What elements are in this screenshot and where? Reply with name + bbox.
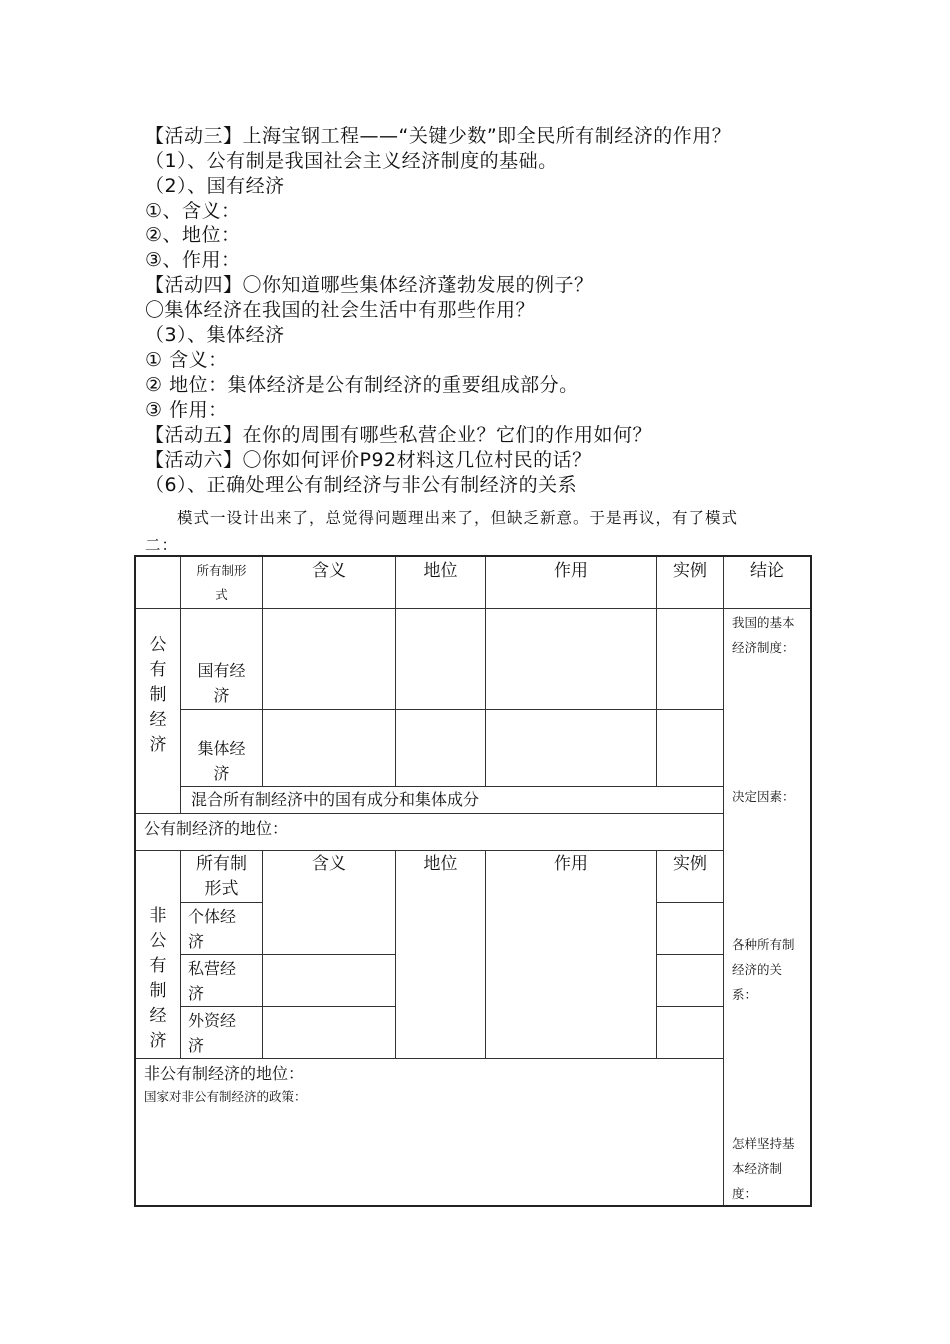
point-6-heading: （6）、正确处理公有制经济与非公有制经济的关系 [145,474,578,496]
conclusion-adhere [732,1131,808,1206]
nonpublic-label-char: 经 [149,1006,167,1026]
header-conclusion: 结论 [750,561,784,581]
individual-line1: 个体经 [188,907,237,926]
point-2-heading: （2）、国有经济 [145,175,285,197]
basic-system-line2: 经济制度： [732,640,795,655]
relationship-line2: 经济的关 [732,962,783,977]
nonpublic-policy-row: 国家对非公有制经济的政策： [144,1089,307,1104]
relationship-line1: 各种所有制 [732,937,795,952]
public-status-row: 公有制经济的地位： [144,819,289,838]
conclusion-relationship [732,932,808,1007]
activity-5-heading: 【活动五】在你的周围有哪些私营企业？它们的作用如何？ [145,424,653,446]
collective-role: ③ 作用： [145,399,228,421]
public-ownership-label [136,633,180,758]
state-meaning: ①、含义： [145,200,241,222]
nonpublic-ownership-label [136,904,180,1054]
mid-header-ownership-form [181,852,262,902]
header-status: 地位 [423,561,458,581]
activity-4-heading: 【活动四】〇你知道哪些集体经济蓬勃发展的例子？ [145,274,594,296]
row-private [188,956,262,1006]
header-example: 实例 [673,561,707,581]
public-label-char: 公 [149,635,167,655]
nonpublic-label-char: 制 [149,981,167,1001]
nonpublic-label-char: 非 [149,906,167,926]
intro-paragraph [145,503,738,533]
header-ownership-form-line1: 所有制形 [196,563,247,578]
private-line1: 私营经 [188,959,237,978]
nonpublic-label-char: 公 [149,931,167,951]
activity-6-heading: 【活动六】〇你如何评价P92材料这几位村民的话？ [145,449,592,471]
activity-4-question: 〇集体经济在我国的社会生活中有那些作用？ [145,299,536,321]
collective-status: ② 地位：集体经济是公有制经济的重要组成部分。 [145,374,579,396]
public-label-char: 济 [149,735,167,755]
foreign-line1: 外资经 [188,1011,237,1030]
state-owned-line1: 国有经 [197,661,246,680]
header-meaning: 含义 [312,561,346,581]
relationship-line3: 系： [732,987,758,1002]
public-label-char: 经 [149,710,167,730]
state-owned-line2: 济 [213,686,230,705]
nonpublic-label-char: 有 [149,956,167,976]
mid-header-example: 实例 [673,854,707,874]
intro-paragraph-line1: 模式一设计出来了，总觉得问题理出来了，但缺乏新意。于是再议，有了模式 [177,509,739,527]
row-collective [181,736,262,786]
conclusion-decisive-factor: 决定因素： [732,789,795,804]
collective-line1: 集体经 [197,739,246,758]
mid-header-form-line2: 形式 [204,879,239,899]
row-foreign [188,1008,262,1058]
conclusion-basic-system [732,610,808,660]
private-line2: 济 [188,984,205,1003]
point-1: （1）、公有制是我国社会主义经济制度的基础。 [145,150,558,172]
header-ownership-form-line2: 式 [215,587,228,602]
collective-meaning: ① 含义： [145,349,228,371]
row-mixed-ownership: 混合所有制经济中的国有成分和集体成分 [191,790,480,809]
individual-line2: 济 [188,932,205,951]
public-label-char: 制 [149,685,167,705]
state-role: ③、作用： [145,249,241,271]
mid-header-form-line1: 所有制 [196,854,247,874]
point-3-heading: （3）、集体经济 [145,324,285,346]
adhere-line2: 本经济制 [732,1161,783,1176]
header-role: 作用 [554,561,588,581]
mid-header-status: 地位 [423,854,458,874]
adhere-line1: 怎样坚持基 [732,1136,795,1151]
row-state-owned [181,658,262,708]
mid-header-role: 作用 [554,854,588,874]
public-label-char: 有 [149,660,167,680]
ownership-table [134,555,812,1207]
header-ownership-form [181,559,262,607]
mid-header-meaning: 含义 [312,854,346,874]
activity-3-heading: 【活动三】上海宝钢工程——“关键少数”即全民所有制经济的作用？ [145,125,732,147]
row-individual [188,904,262,954]
intro-paragraph-line2: 二： [145,536,179,554]
collective-line2: 济 [213,764,230,783]
state-status: ②、地位： [145,224,241,246]
basic-system-line1: 我国的基本 [732,615,795,630]
adhere-line3: 度： [732,1186,758,1201]
nonpublic-label-char: 济 [149,1031,167,1051]
nonpublic-status-row: 非公有制经济的地位： [144,1064,305,1083]
foreign-line2: 济 [188,1036,205,1055]
